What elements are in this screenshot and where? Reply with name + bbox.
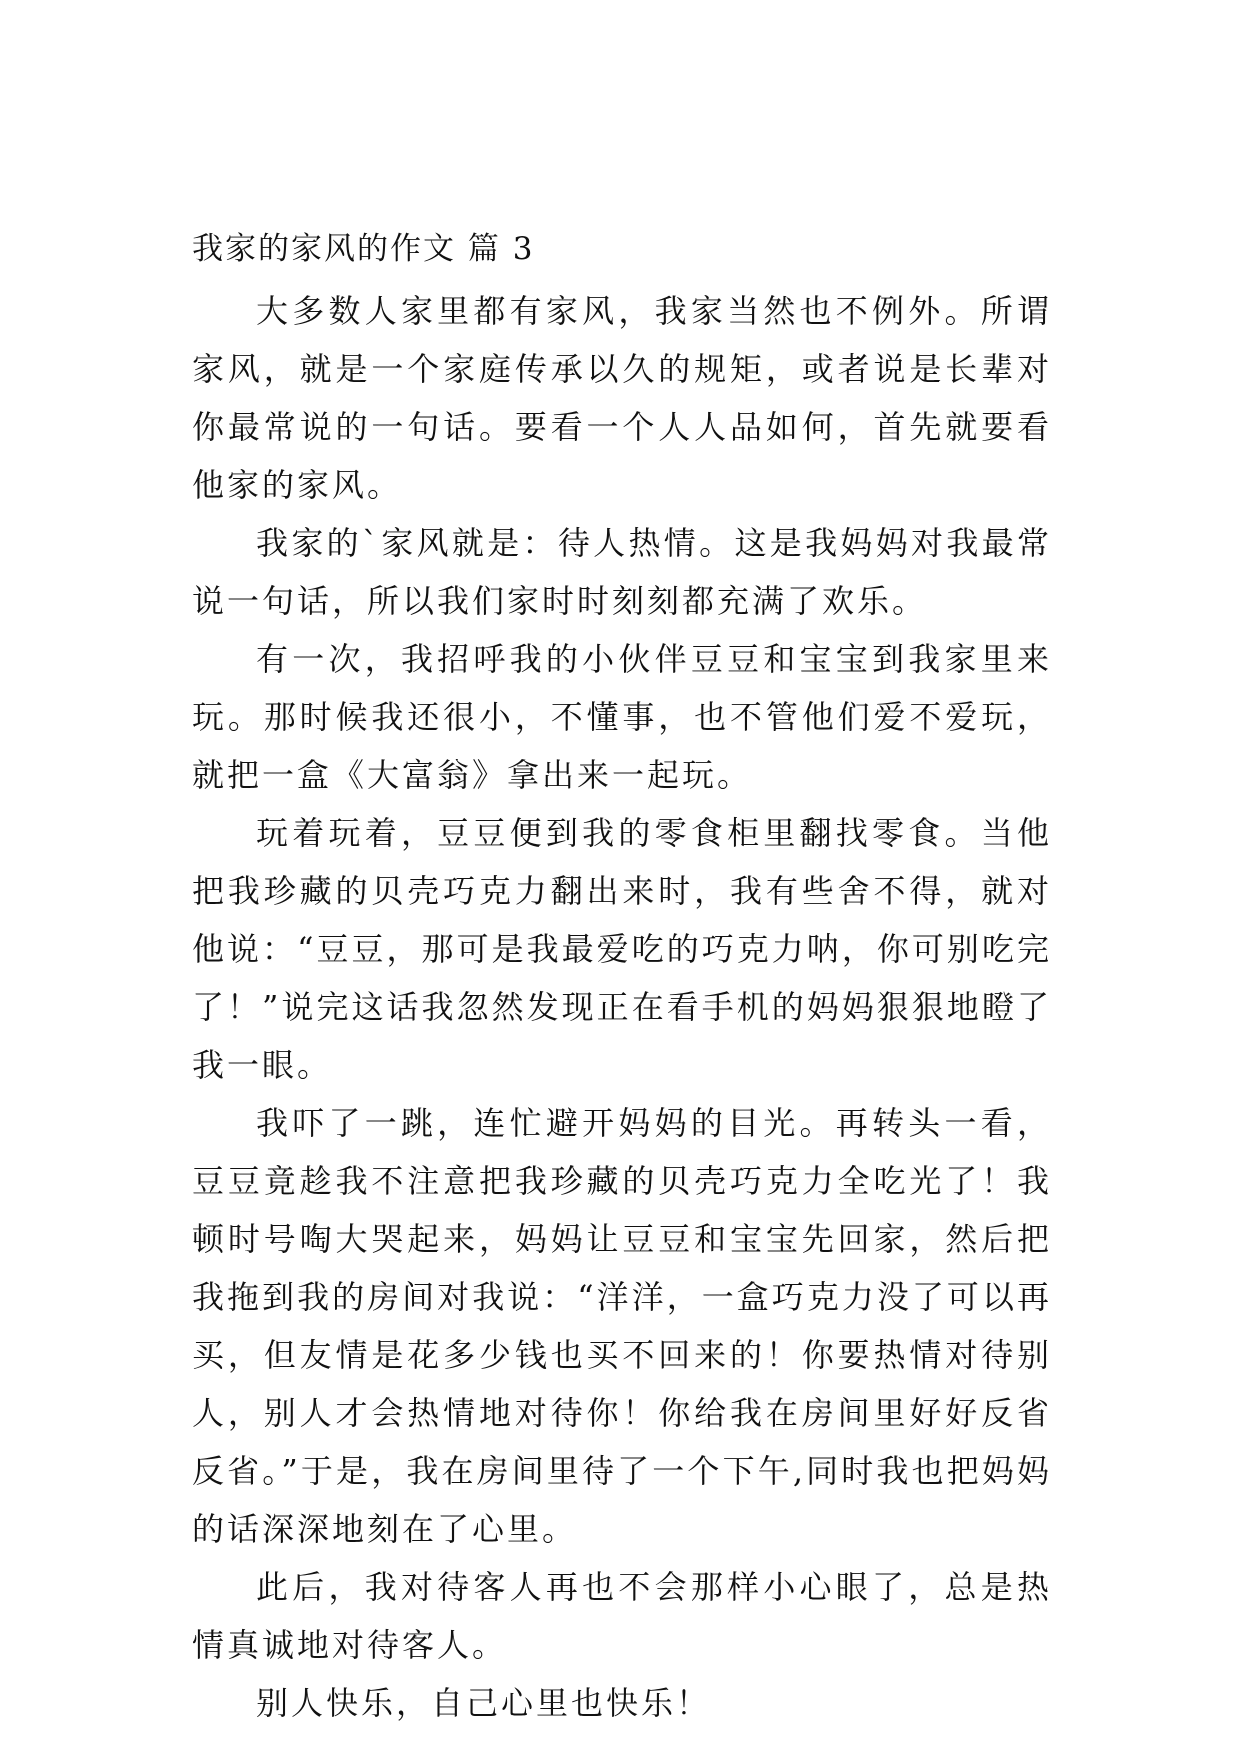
paragraph-7: 别人快乐，自己心里也快乐！ (256, 1684, 712, 1722)
paragraph-4: 玩着玩着，豆豆便到我的零食柜里翻找零食。当他把我珍藏的贝壳巧克力翻出来时，我有些舍不得，就对他说：“豆豆，那可是我最爱吃的巧克力呐，你可别吃完了！”说完这话我忽然发现正在看手机的妈妈狠狠地瞪了我一眼。 (192, 814, 1052, 1084)
paragraph-6: 此后，我对待客人再也不会那样小心眼了，总是热情真诚地对待客人。 (192, 1568, 1052, 1664)
document-title: 我家的家风的作文 篇 3 (192, 231, 535, 267)
paragraph-5: 我吓了一跳，连忙避开妈妈的目光。再转头一看，豆豆竟趁我不注意把我珍藏的贝壳巧克力全吃光了！我顿时号啕大哭起来，妈妈让豆豆和宝宝先回家，然后把我拖到我的房间对我说：“洋洋，一盒巧克力没了可以再买，但友情是花多少钱也买不回来的！你要热情对待别人，别人才会热情地对待你！你给我在房间里好好反省反省。”于是，我在房间里待了一个下午,同时我也把妈妈的话深深地刻在了心里。 (192, 1104, 1052, 1548)
paragraph-1: 大多数人家里都有家风，我家当然也不例外。所谓家风，就是一个家庭传承以久的规矩，或者说是长辈对你最常说的一句话。要看一个人人品如何，首先就要看他家的家风。 (192, 292, 1052, 504)
paragraph-3: 有一次，我招呼我的小伙伴豆豆和宝宝到我家里来玩。那时候我还很小，不懂事，也不管他们爱不爱玩，就把一盒《大富翁》拿出来一起玩。 (192, 640, 1052, 794)
document-body (192, 220, 1052, 1732)
paragraph-2: 我家的`家风就是：待人热情。这是我妈妈对我最常说一句话，所以我们家时时刻刻都充满了欢乐。 (192, 524, 1052, 620)
